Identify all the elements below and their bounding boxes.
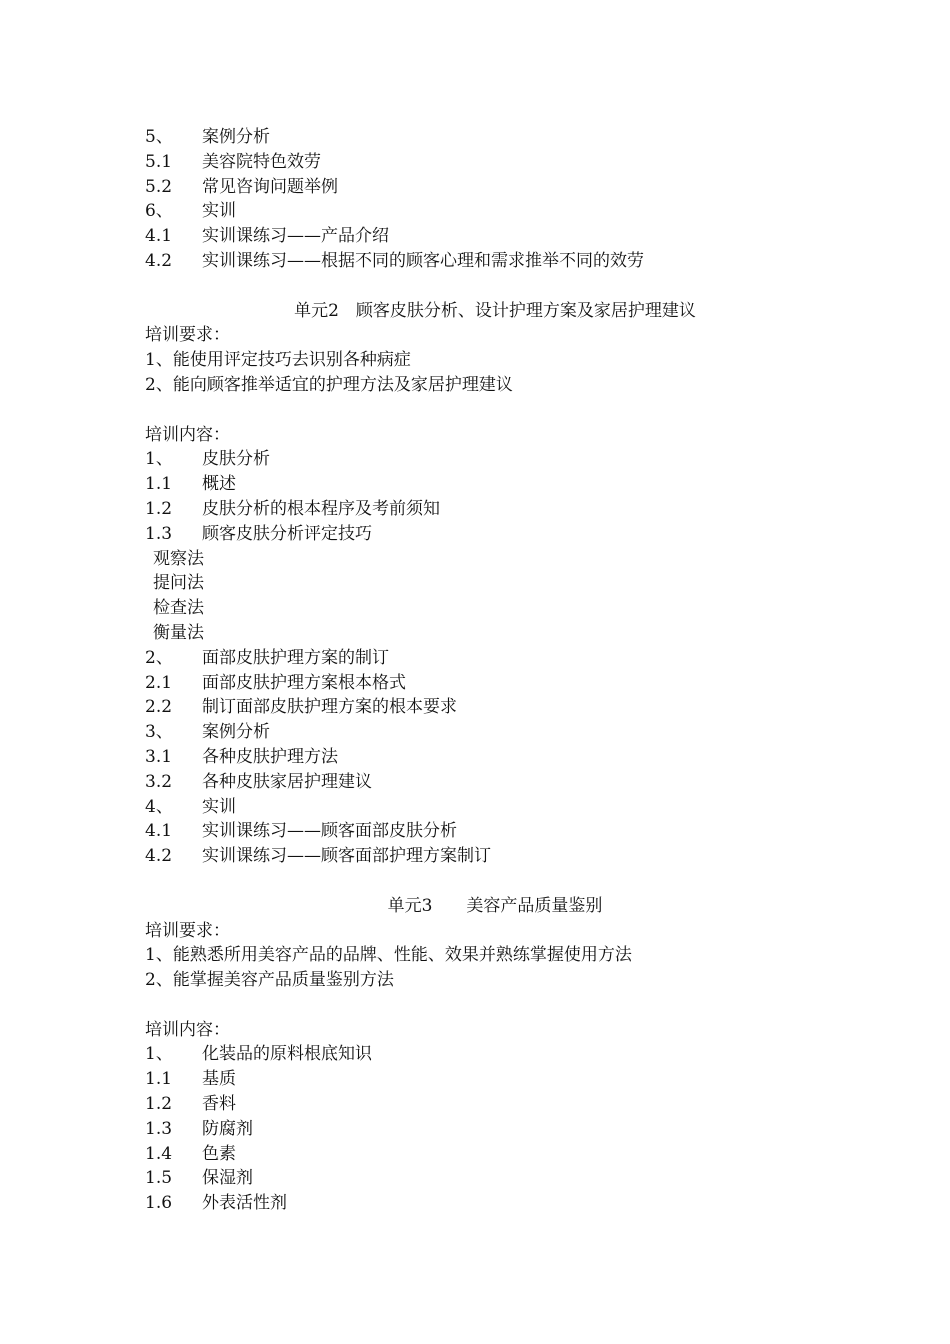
list-item: 1.4 色素 <box>145 1143 236 1164</box>
list-item: 1.3 防腐剂 <box>145 1118 253 1139</box>
requirement-item: 2、能掌握美容产品质量鉴别方法 <box>145 970 394 991</box>
requirements-label: 培训要求： <box>145 325 230 346</box>
list-item: 1.1 基质 <box>145 1069 236 1090</box>
requirement-item: 1、能熟悉所用美容产品的品牌、性能、效果并熟练掌握使用方法 <box>145 945 632 966</box>
list-item: 2.1 面部皮肤护理方案根本格式 <box>145 672 406 693</box>
list-item: 1.3 顾客皮肤分析评定技巧 <box>145 523 372 544</box>
method-item: 观察法 <box>153 548 204 569</box>
list-item: 5、 案例分析 <box>145 127 270 147</box>
list-item: 1.6 外表活性剂 <box>145 1193 287 1214</box>
list-item: 5.2 常见咨询问题举例 <box>145 176 338 197</box>
requirement-item: 2、能向顾客推举适宜的护理方法及家居护理建议 <box>145 374 513 395</box>
list-item: 3.2 各种皮肤家居护理建议 <box>145 771 372 792</box>
list-item: 5.1 美容院特色效劳 <box>145 151 321 172</box>
method-item: 衡量法 <box>153 622 204 643</box>
list-item: 4.1 实训课练习——顾客面部皮肤分析 <box>145 821 457 842</box>
list-item: 4、 实训 <box>145 796 236 817</box>
list-item: 1.2 皮肤分析的根本程序及考前须知 <box>145 498 440 519</box>
list-item: 1.1 概述 <box>145 474 236 495</box>
unit2-title: 单元2 顾客皮肤分析、设计护理方案及家居护理建议 <box>294 300 696 321</box>
list-item: 1.5 保湿剂 <box>145 1168 253 1189</box>
list-item: 1、 化装品的原料根底知识 <box>145 1044 372 1065</box>
method-item: 提问法 <box>153 573 204 594</box>
list-item: 2、 面部皮肤护理方案的制订 <box>145 647 389 668</box>
list-item: 4.2 实训课练习——顾客面部护理方案制订 <box>145 846 491 867</box>
list-item: 3.1 各种皮肤护理方法 <box>145 746 338 767</box>
list-item: 4.2 实训课练习——根据不同的顾客心理和需求推举不同的效劳 <box>145 250 644 271</box>
list-item: 6、 实训 <box>145 201 236 222</box>
list-item: 4.1 实训课练习——产品介绍 <box>145 226 389 247</box>
section-block-1 <box>145 125 845 274</box>
list-item: 1.2 香料 <box>145 1094 236 1115</box>
list-item: 2.2 制订面部皮肤护理方案的根本要求 <box>145 697 457 718</box>
requirements-label: 培训要求： <box>145 920 230 941</box>
requirement-item: 1、能使用评定技巧去识别各种病症 <box>145 350 411 371</box>
unit3-title: 单元3 美容产品质量鉴别 <box>387 895 603 916</box>
list-item: 1、 皮肤分析 <box>145 449 270 470</box>
list-item: 3、 案例分析 <box>145 722 270 743</box>
content-label: 培训内容： <box>145 1019 230 1040</box>
method-item: 检查法 <box>153 598 204 619</box>
document-page <box>145 125 845 1216</box>
content-label: 培训内容： <box>145 424 230 445</box>
